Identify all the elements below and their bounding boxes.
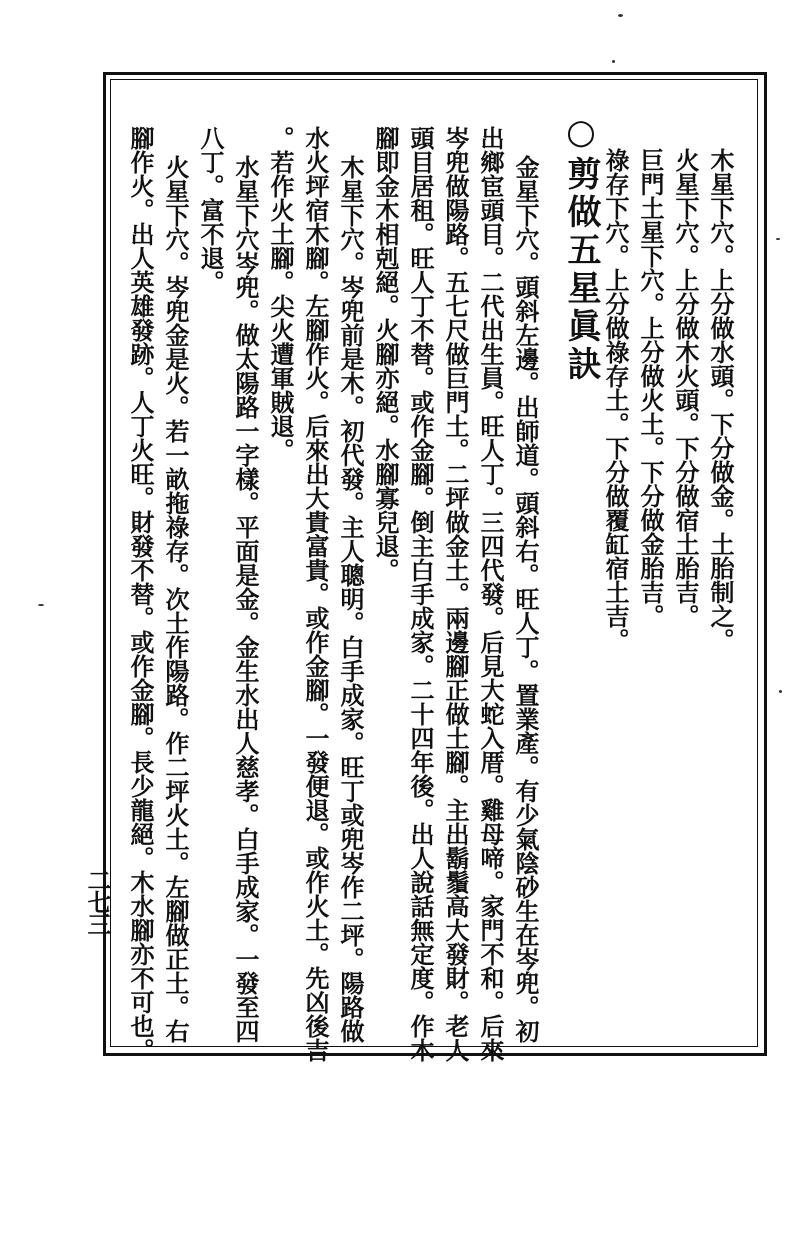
text-column-4: 祿存下穴。上分做祿存土。下分做覆缸宿土吉。 [601, 148, 630, 652]
section-heading: ○剪做五星眞訣 [561, 112, 601, 384]
text-column-16: 腳作火。出人英雄發跡。人丁火旺。財發不替。或作金腳。長少龍絕。木水腳亦不可也。 [126, 126, 155, 1062]
page-number: 二七三 [83, 868, 112, 934]
scan-speck [618, 14, 623, 17]
scan-speck [612, 60, 615, 63]
text-column-15: 火星下穴。岑兜金是火。若一畝拖祿存。次土作陽路。作二坪火土。左腳做正土。右 [161, 155, 190, 1043]
text-column-10: 木星下穴。岑兜前是木。初代發。主人聰明。白手成家。旺丁或兜岑作二坪。陽路做 [336, 155, 365, 1043]
text-column-7: 岑兜做陽路。五七尺做巨門土。二坪做金土。兩邊腳正做土腳。主出鬍鬚高大發財。老人 [441, 126, 470, 1062]
scan-speck [776, 238, 780, 240]
text-column-9: 腳即金木相剋絕。火腳亦絕。水腳寡兒退。 [371, 126, 400, 582]
text-column-2: 火星下穴。上分做木火頭。下分做宿土胎吉。 [671, 148, 700, 628]
text-column-13: 水星下穴岑兜。做太陽路一字樣。平面是金。金生水出人慈孝。白手成家。一發至四 [231, 155, 260, 1043]
scan-speck [779, 690, 782, 693]
text-column-1: 木星下穴。上分做水頭。下分做金。土胎制之。 [706, 148, 735, 652]
text-column-5: 金星下穴。頭斜左邊。出師道。頭斜右。旺人丁。置業產。有少氣陰砂生在岑兜。初 [511, 155, 540, 1043]
text-column-12: 。若作火土腳。尖火遭軍賊退。 [266, 126, 295, 462]
text-column-8: 頭目居租。旺人丁不替。或作金腳。倒主白手成家。二十四年後。出人說話無定度。作木 [406, 126, 435, 1062]
text-column-11: 水火坪宿木腳。左腳作火。后來出大貴富貴。或作金腳。一發便退。或作火土。先凶後吉 [301, 126, 330, 1062]
text-column-3: 巨門土星下穴。上分做火土。下分做金胎吉。 [636, 148, 665, 628]
text-column-14: 八丁。富不退。 [196, 126, 225, 294]
scan-speck [38, 604, 44, 606]
text-column-6: 出鄉宦頭目。二代出生員。旺人丁。三四代發。后見大蛇入厝。雞母啼。家門不和。后來 [476, 126, 505, 1062]
